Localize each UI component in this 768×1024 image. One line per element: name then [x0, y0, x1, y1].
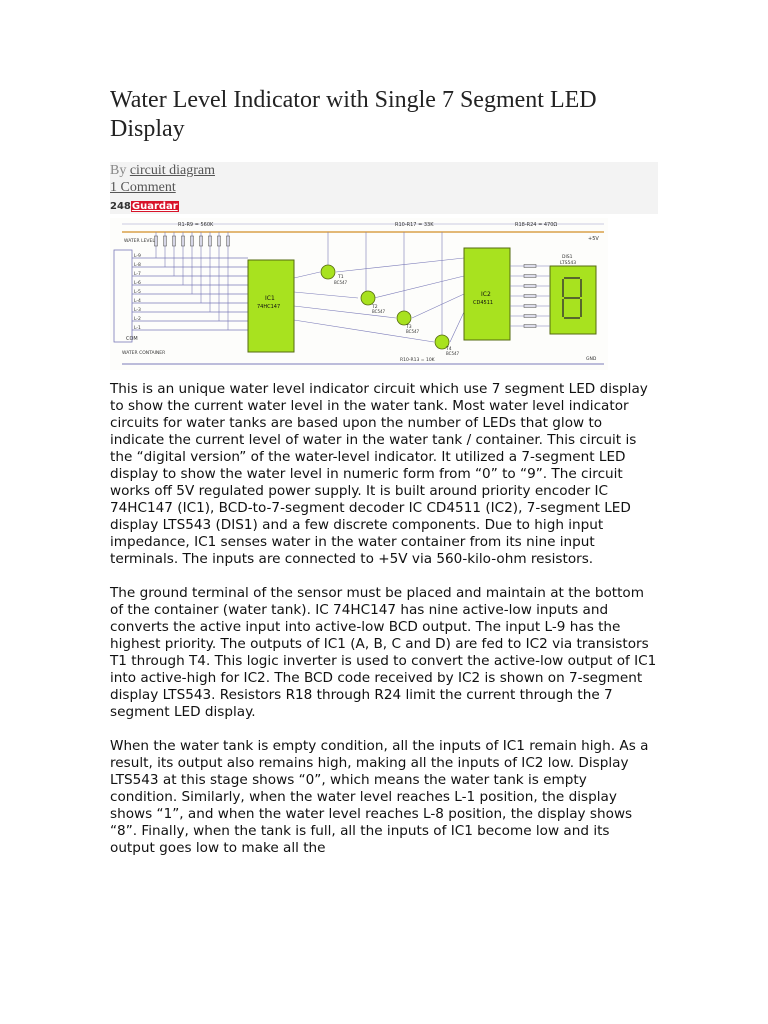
circuit-diagram	[110, 218, 608, 370]
display-dis1	[550, 266, 596, 334]
probe-label: L-1	[134, 326, 141, 331]
probe-label: L-3	[134, 308, 141, 313]
probe-label: L-8	[134, 263, 141, 268]
author-link[interactable]: circuit diagram	[129, 163, 215, 178]
probe-label: L-5	[134, 290, 141, 295]
t1-part: BC547	[334, 280, 348, 285]
t3-label: T3	[406, 325, 412, 330]
save-button[interactable]: Guardar	[131, 201, 178, 212]
probe-label: L-4	[134, 299, 141, 304]
paragraph-1: This is an unique water level indicator circuit which use 7 segment LED display to show the current water level in the water tank. Most water level indicator circuits for water tanks are based upon the number of LEDs that glow to indicate the current level of water in the water tank / container. This circuit is the “digital version” of the water-level indicator. It utilized a 7-segment LED display to show the water level in numeric form from “0” to “9”. The circuit works off 5V regulated power supply. It is built around priority encoder IC 74HC147 (IC1), BCD-to-7-segment decoder IC CD4511 (IC2), 7-segment LED display LTS543 (DIS1) and a few discrete components. Due to high input impedance, IC1 senses water in the water container from its nine input terminals. The inputs are connected to +5V via 560-kilo-ohm resistors.	[110, 381, 648, 567]
probe-label: L-9	[134, 254, 141, 259]
article-body	[110, 381, 658, 874]
transistor-t3	[397, 311, 411, 325]
transistor-t2	[361, 291, 375, 305]
share-count: 248	[110, 201, 131, 212]
label-supply: +5V	[588, 236, 599, 242]
probe-label: L-7	[134, 272, 141, 277]
probe-label: L-6	[134, 281, 141, 286]
probe-label: L-2	[134, 317, 141, 322]
label-water-container: WATER CONTAINER	[122, 351, 166, 356]
byline	[110, 163, 215, 179]
share-bar	[110, 200, 179, 214]
t2-part: BC547	[372, 309, 386, 314]
label-r-top-mid: R10-R17 = 33K	[395, 222, 434, 228]
t4-part: BC547	[446, 351, 460, 356]
dis1-label: DIS1	[562, 255, 573, 260]
label-bottom-r: R10-R13 = 10K	[400, 358, 435, 363]
ic2-label: IC2	[481, 291, 491, 298]
ic2-part: CD4511	[473, 300, 494, 306]
comments-link[interactable]: 1 Comment	[110, 180, 176, 195]
label-gnd: GND	[586, 357, 597, 362]
paragraph-3: When the water tank is empty condition, all the inputs of IC1 remain high. As a result, its output also remains high, making all the inputs of IC2 low. Display LTS543 at this stage shows “0”, which means the water tank is empty condition. Similarly, when the water level reaches L-1 position, the display shows “1”, and when the water level reaches L-8 position, the display shows “8”. Finally, when the tank is full, all the inputs of IC1 become low and its output goes low to make all the	[110, 738, 649, 856]
transistor-t1	[321, 265, 335, 279]
label-com: COM	[126, 336, 138, 342]
ic1-label: IC1	[265, 295, 275, 302]
byline-prefix: By	[110, 163, 127, 178]
t2-label: T2	[372, 305, 378, 310]
t3-part: BC547	[406, 329, 420, 334]
t1-label: T1	[338, 275, 344, 280]
article-meta	[110, 162, 658, 214]
ic1-part: 74HC147	[257, 304, 281, 310]
paragraph-2: The ground terminal of the sensor must be placed and maintain at the bottom of the container (water tank). IC 74HC147 has nine active-low inputs and converts the active input into active-low BCD output. The input L-9 has the highest priority. The outputs of IC1 (A, B, C and D) are fed to IC2 via transistors T1 through T4. This logic inverter is used to convert the active-low output of IC1 into active-high for IC2. The BCD code received by IC2 is shown on 7-segment display LTS543. Resistors R18 through R24 limit the current through the 7 segment LED display.	[110, 585, 657, 720]
label-r-top-left: R1-R9 = 560K	[178, 222, 214, 228]
label-r-top-right: R18-R24 = 470Ω	[515, 222, 558, 228]
dis1-part: LTS543	[560, 261, 577, 266]
t4-label: T4	[446, 347, 452, 352]
article-title: Water Level Indicator with Single 7 Segment LED Display	[110, 87, 597, 142]
label-water-level: WATER LEVEL	[124, 239, 155, 244]
